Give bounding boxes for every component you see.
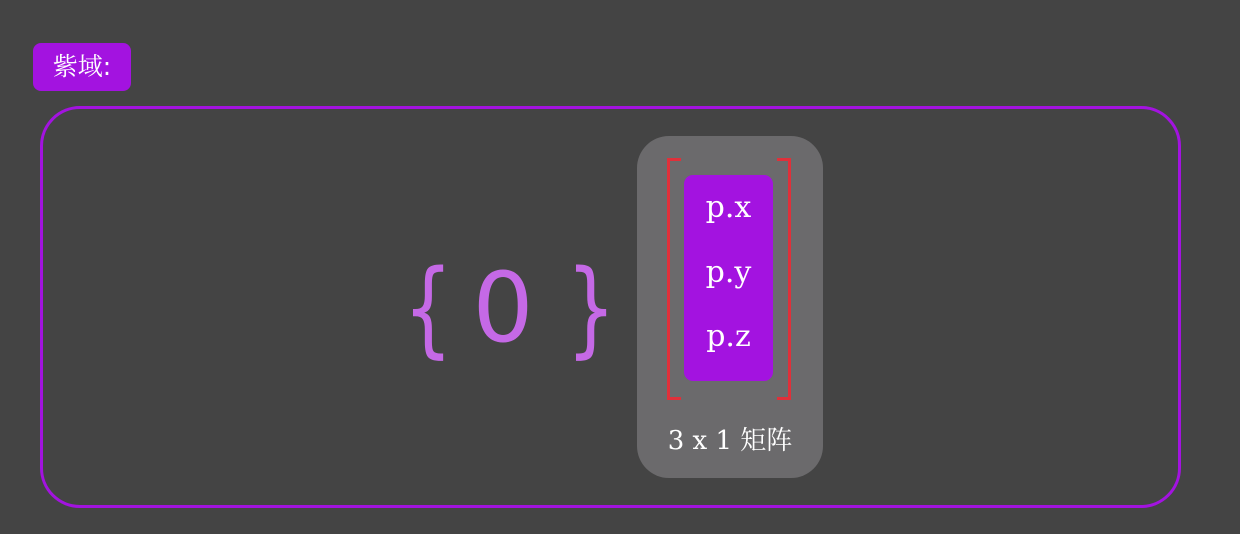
matrix-right-bracket [777,158,791,400]
matrix-entry-y: p.y [705,255,752,290]
close-brace: } [566,247,616,369]
matrix-caption: 3 x 1 矩阵 [667,426,793,456]
domain-label-tag [33,43,131,91]
domain-label-text: 紫域: [52,52,112,81]
matrix-entry-z: p.z [706,319,751,354]
matrix-left-bracket [667,158,681,400]
set-element: 0 [472,252,534,364]
matrix-entry-x: p.x [705,190,752,225]
matrix-body [684,175,773,381]
open-brace: { [403,247,453,369]
